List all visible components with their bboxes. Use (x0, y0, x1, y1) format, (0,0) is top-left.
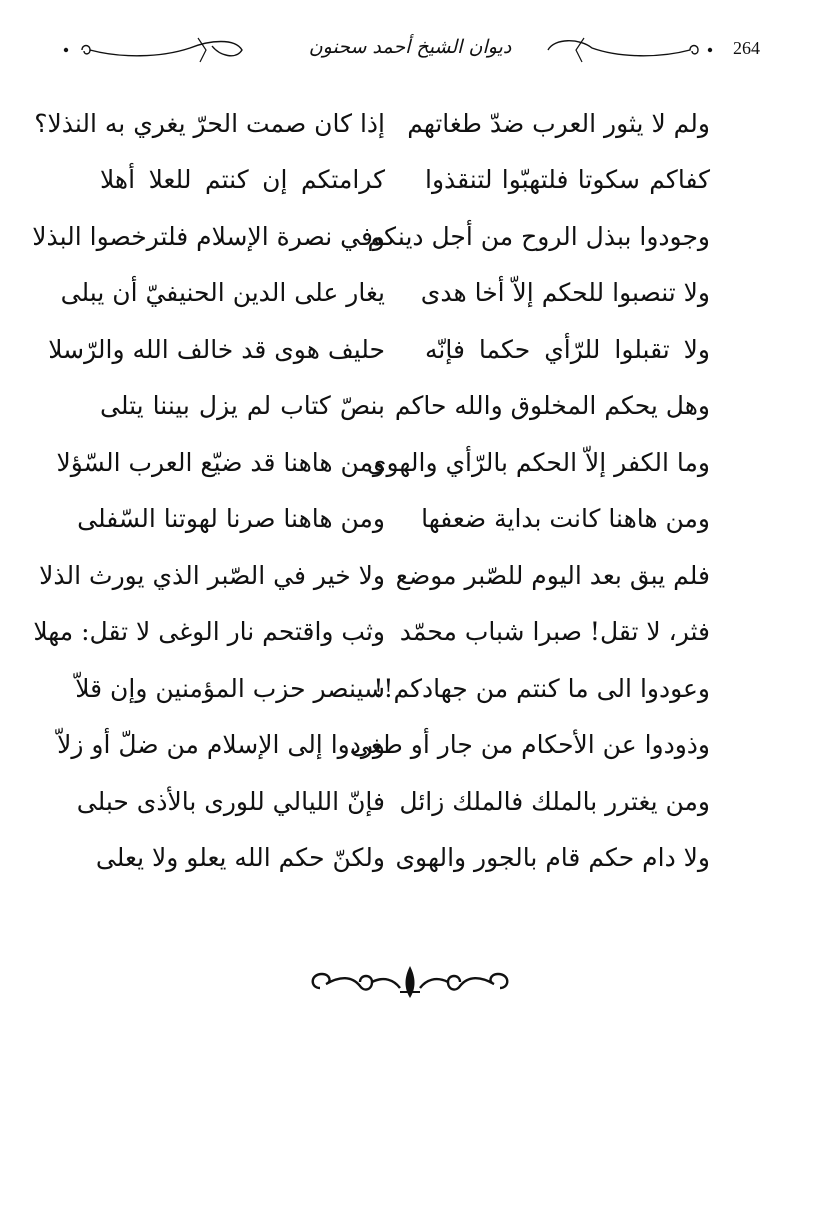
verse (39, 547, 710, 604)
verse (60, 265, 710, 322)
verse-first-hemistich: كفاكم سكوتا فلتهبّوا لتنقذوا (425, 165, 710, 195)
verse (34, 95, 710, 152)
verse-second-hemistich: بنصّ كتاب لم يزل بيننا يتلى (100, 391, 385, 421)
verse (77, 491, 710, 548)
verse-second-hemistich: إذا كان صمت الحرّ يغري به النذلا؟ (34, 108, 385, 138)
verse-second-hemistich: ومن هاهنا صرنا لهوتنا السّفلى (77, 504, 385, 534)
running-title: ديوان الشيخ أحمد سحنون (308, 36, 512, 58)
verse-second-hemistich: وثب واقتحم نار الوغى لا تقل: مهلا (33, 617, 385, 647)
verse (57, 717, 710, 774)
verse (100, 378, 710, 435)
verse-second-hemistich: فإنّ الليالي للورى بالأذى حبلى (76, 786, 385, 816)
page-header (60, 28, 760, 72)
verse-first-hemistich: وما الكفر إلاّ الحكم بالرّأي والهوى (366, 447, 710, 477)
end-of-poem-ornament (300, 958, 520, 1008)
verse-second-hemistich: وردوا إلى الإسلام من ضلّ أو زلاّ (57, 730, 385, 760)
verse-second-hemistich: وفي نصرة الإسلام فلترخصوا البذلا (32, 221, 385, 251)
page-number: 264 (733, 38, 760, 58)
verse-second-hemistich: كرامتكم إن كنتم للعلا أهلا (100, 165, 385, 195)
verse (75, 660, 710, 717)
verse (76, 773, 710, 830)
verse (100, 152, 710, 209)
verse-first-hemistich: وجودوا ببذل الروح من أجل دينكم (367, 221, 710, 251)
verse-first-hemistich: وذودوا عن الأحكام من جار أو طغى (350, 730, 710, 760)
verse-first-hemistich: وهل يحكم المخلوق والله حاكم (394, 391, 710, 421)
flourish-ornament-right (540, 32, 720, 68)
verse-first-hemistich: ولا تقبلوا للرّأي حكما فإنّه (425, 334, 710, 364)
verse-first-hemistich: فثر، لا تقل! صبرا شباب محمّد (399, 617, 710, 647)
verse-first-hemistich: فلم يبق بعد اليوم للصّبر موضع (395, 560, 710, 590)
verse (95, 830, 710, 887)
verse (48, 321, 710, 378)
verse-first-hemistich: ومن يغترر بالملك فالملك زائل (399, 786, 710, 816)
verse-first-hemistich: ولا تنصبوا للحكم إلاّ أخا هدى (420, 278, 710, 308)
verse-first-hemistich: ومن هاهنا كانت بداية ضعفها (421, 504, 710, 534)
verse-first-hemistich: وعودوا الى ما كنتم من جهادكم!! (373, 673, 710, 703)
verse-second-hemistich: ومن هاهنا قد ضيّع العرب السّؤلا (56, 447, 385, 477)
verse (33, 604, 710, 661)
verse-second-hemistich: سينصر حزب المؤمنين وإن قلاّ (75, 673, 385, 703)
verse-second-hemistich: ولكنّ حكم الله يعلو ولا يعلى (95, 843, 385, 873)
poem-body (32, 95, 710, 886)
verse-second-hemistich: حليف هوى قد خالف الله والرّسلا (48, 334, 385, 364)
verse-first-hemistich: ولم لا يثور العرب ضدّ طغاتهم (407, 108, 710, 138)
flourish-ornament-left (60, 32, 250, 68)
verse (32, 208, 710, 265)
verse (56, 434, 710, 491)
verse-second-hemistich: يغار على الدين الحنيفيّ أن يبلى (60, 278, 385, 308)
verse-first-hemistich: ولا دام حكم قام بالجور والهوى (395, 843, 710, 873)
verse-second-hemistich: ولا خير في الصّبر الذي يورث الذلا (39, 560, 385, 590)
